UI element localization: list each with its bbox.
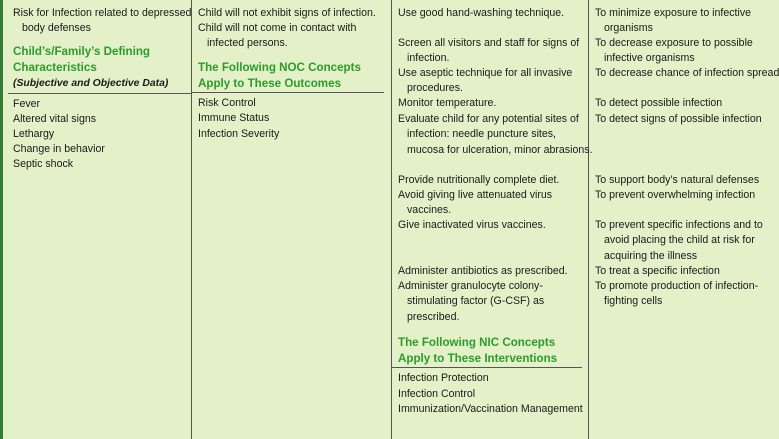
rationale-item: To minimize exposure to infective organisms	[595, 7, 752, 35]
intervention-item: Screen all visitors and staff for signs of infection.	[398, 37, 580, 65]
characteristic-item: Altered vital signs	[13, 113, 97, 125]
intervention-item: Use good hand-washing technique.	[398, 7, 565, 19]
characteristic-item: Change in behavior	[13, 143, 105, 155]
intervention-item: Monitor temperature.	[398, 97, 497, 109]
rationale-item: To prevent specific infections and to avoid placing the child at risk for acquiring the illness	[595, 219, 763, 262]
intervention-item: Provide nutritionally complete diet.	[398, 174, 560, 186]
characteristic-item: Fever	[13, 98, 41, 110]
nursing-diagnosis: Risk for Infection related to depressed body defenses	[13, 7, 192, 35]
rationales-column	[589, 0, 779, 439]
characteristic-item: Septic shock	[13, 158, 74, 170]
intervention-item: Use aseptic technique for all invasive procedures.	[398, 67, 573, 95]
rationale-item: To support body’s natural defenses	[595, 174, 760, 186]
section-rule	[8, 93, 192, 94]
rationale-item: To detect possible infection	[595, 97, 723, 109]
intervention-item: Give inactivated virus vaccines.	[398, 219, 546, 231]
intervention-item: Evaluate child for any potential sites of infection: needle puncture sites, mucosa for ulceration, minor abrasions.	[398, 113, 593, 156]
rationale-item: To promote production of infection-fighting cells	[595, 280, 759, 308]
noc-heading: The Following NOC Concepts Apply to These Outcomes	[198, 61, 361, 90]
section-rule	[392, 367, 582, 368]
nic-item: Infection Control	[398, 388, 476, 400]
rationale-item: To detect signs of possible infection	[595, 113, 762, 125]
outcomes-column	[192, 0, 392, 439]
noc-item: Infection Severity	[198, 128, 280, 140]
outcome-item: Child will not exhibit signs of infection.	[198, 7, 376, 19]
intervention-item: Administer antibiotics as prescribed.	[398, 265, 568, 277]
rationale-item: To decrease chance of infection spread	[595, 67, 779, 79]
nic-heading: The Following NIC Concepts Apply to These Interventions	[398, 336, 558, 365]
left-accent-bar	[0, 0, 3, 439]
defining-characteristics-subheading: (Subjective and Objective Data)	[13, 78, 169, 89]
rationale-item: To decrease exposure to possible infective organisms	[595, 37, 753, 65]
section-rule	[192, 92, 384, 93]
rationale-item: To treat a specific infection	[595, 265, 720, 277]
outcome-item: Child will not come in contact with infected persons.	[198, 22, 357, 50]
intervention-item: Administer granulocyte colony-stimulating factor (G-CSF) as prescribed.	[398, 280, 545, 323]
interventions-column	[392, 0, 593, 439]
noc-item: Risk Control	[198, 97, 256, 109]
rationale-item: To prevent overwhelming infection	[595, 189, 756, 201]
characteristic-item: Lethargy	[13, 128, 55, 140]
intervention-item: Avoid giving live attenuated virus vaccines.	[398, 189, 553, 217]
defining-characteristics-column	[8, 0, 192, 439]
noc-item: Immune Status	[198, 112, 270, 124]
nic-item: Infection Protection	[398, 372, 489, 384]
defining-characteristics-heading: Child’s/Family’s Defining Characteristics	[13, 45, 150, 74]
nic-item: Immunization/Vaccination Management	[398, 403, 583, 415]
